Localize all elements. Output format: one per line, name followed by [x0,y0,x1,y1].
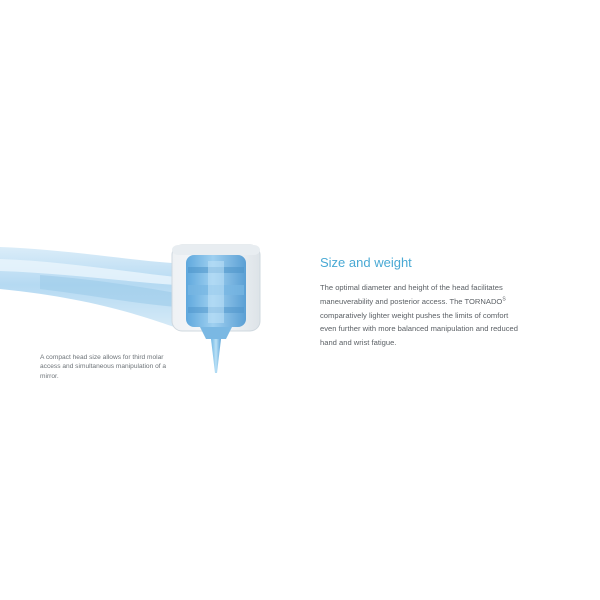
bur [211,339,221,373]
body-line: hand and wrist fatigue. [320,338,397,348]
body-line: even further with more balanced manipulation and reduced [320,324,518,334]
body-line: comparatively lighter weight pushes the limits of comfort [320,310,509,320]
section-title: Size and weight [320,255,412,270]
body-line-with-trademark [320,295,560,309]
body-line: The optimal diameter and height of the head facilitates [320,283,503,292]
illustration-caption: A compact head size allows for third molar access and simultaneous manipulation of a mirror. [40,354,167,380]
section-body [320,281,560,350]
body-line-text: maneuverability and posterior access. The TORNADO [320,296,503,306]
trademark-mark: S [502,296,506,303]
turbine-rotor-core [208,261,224,323]
chuck [200,327,232,339]
head-shell-rim [172,245,260,255]
